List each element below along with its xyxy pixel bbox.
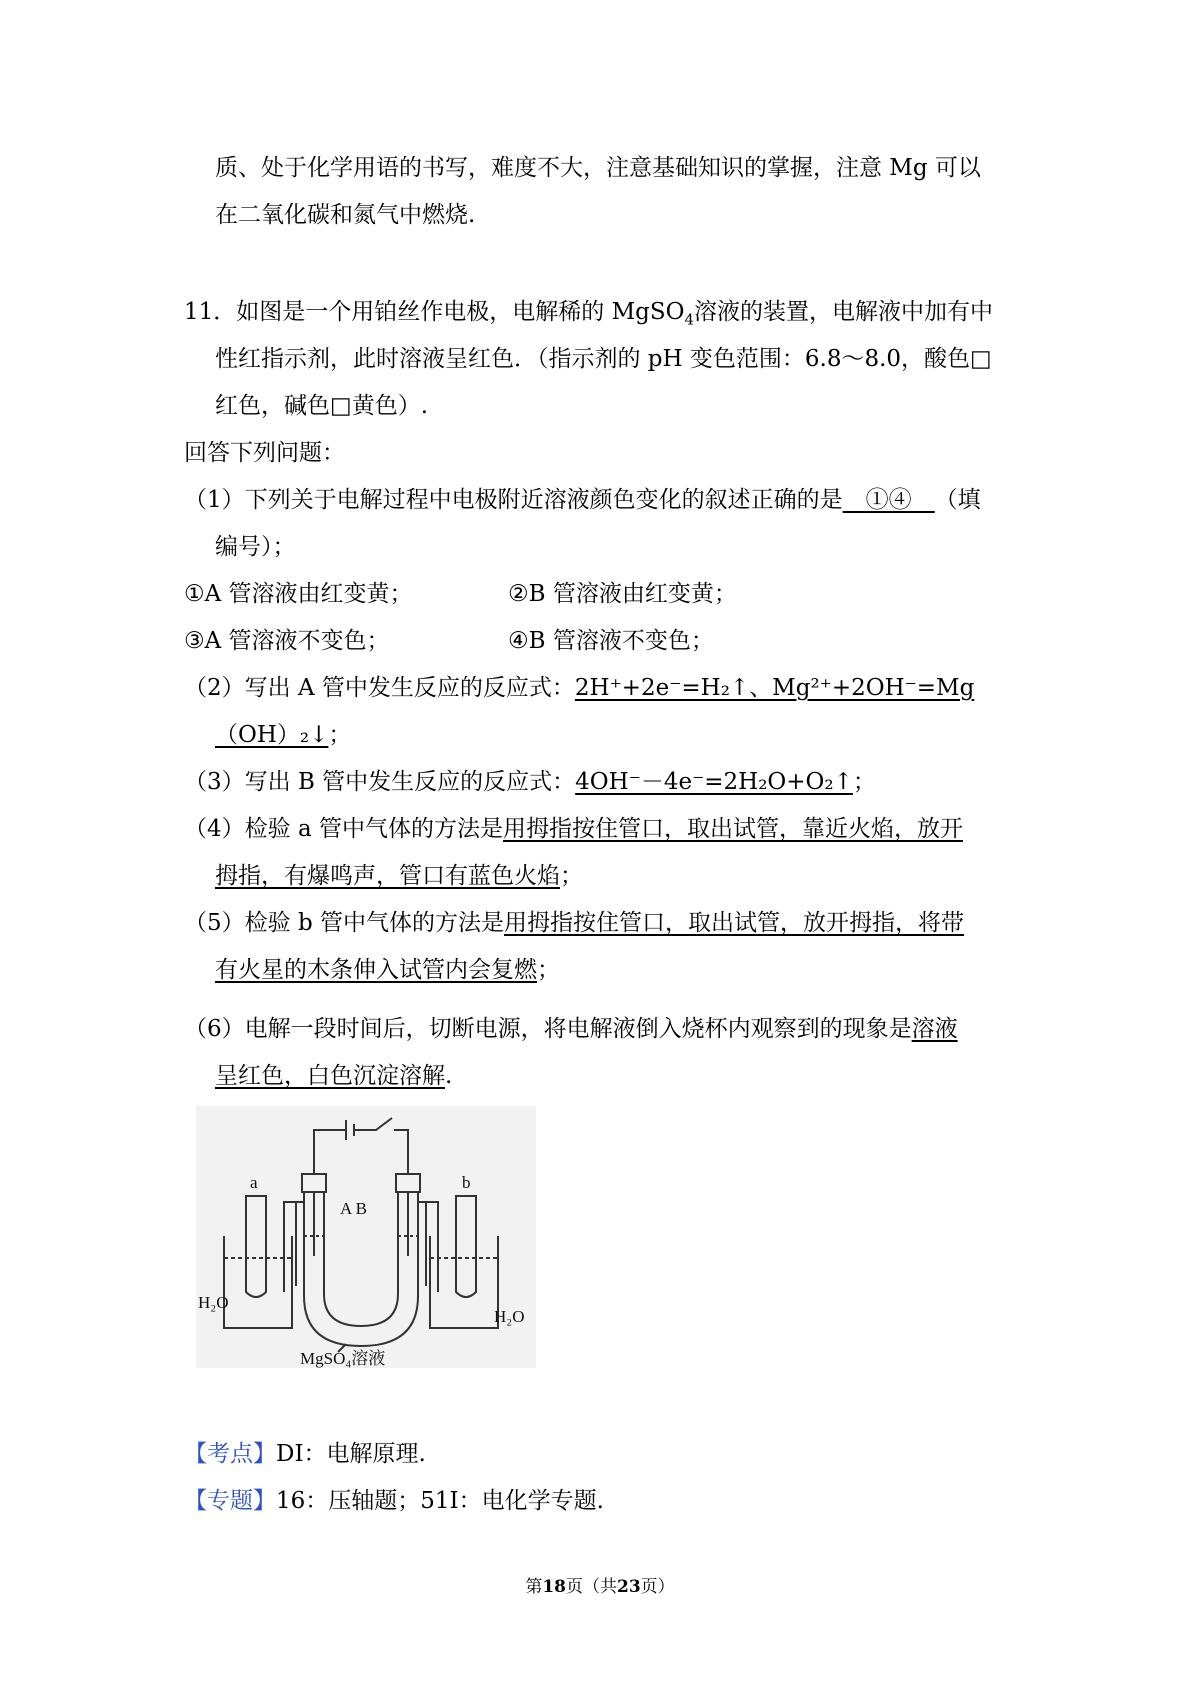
q2-end: ；	[328, 722, 352, 748]
q6-text: （6）电解一段时间后，切断电源，将电解液倒入烧杯内观察到的现象是	[184, 1016, 912, 1042]
q2-text: （2）写出 A 管中发生反应的反应式：	[184, 675, 575, 701]
question-line-1-text: 11．如图是一个用铂丝作电极，电解稀的 MgSO	[184, 299, 685, 325]
q3-answer: 4OH⁻－4e⁻=2H₂O+O₂↑	[575, 769, 853, 795]
q1-answer: __①④__	[842, 487, 935, 513]
right-delivery-tube	[418, 1202, 438, 1292]
q3-text: （3）写出 B 管中发生反应的反应式：	[184, 769, 576, 795]
option-4: ④B 管溶液不变色；	[508, 628, 714, 654]
q4-end: ；	[560, 863, 583, 889]
q1-line-1	[184, 484, 981, 516]
electrolysis-apparatus-figure	[196, 1106, 536, 1368]
stopper-a	[302, 1174, 326, 1192]
label-b: b	[462, 1173, 471, 1192]
question-line-2: 性红指示剂，此时溶液呈红色．（指示剂的 pH 变色范围：6.8～8.0，酸色□	[215, 346, 992, 372]
stopper-b	[396, 1174, 420, 1192]
zhuanti-tag: 【专题】	[184, 1488, 276, 1514]
footer-page-number: 18	[542, 1577, 566, 1597]
q4-answer-1: 用拇指按住管口，取出试管，靠近火焰，放开	[502, 816, 963, 842]
q4-text: （4）检验 a 管中气体的方法是	[184, 816, 503, 842]
q6-end: .	[445, 1063, 453, 1089]
kaodian-line	[184, 1438, 426, 1470]
q1-text: （1）下列关于电解过程中电极附近溶液颜色变化的叙述正确的是	[184, 487, 843, 513]
q6-line-2	[215, 1060, 452, 1092]
question-line-1	[184, 296, 993, 336]
wire-left	[314, 1130, 346, 1174]
kaodian-tag: 【考点】	[184, 1441, 276, 1467]
option-2: ②B 管溶液由红变黄；	[508, 581, 737, 607]
q2-answer-2: （OH）₂↓	[215, 722, 329, 748]
apparatus-diagram	[196, 1106, 536, 1368]
intro-line-2: 在二氧化碳和氮气中燃烧.	[215, 202, 476, 228]
beaker-right	[430, 1236, 498, 1328]
beaker-left	[224, 1236, 292, 1328]
label-h2o-left: H₂O	[198, 1293, 229, 1312]
q1-end: （填	[934, 487, 981, 513]
footer-post: 页）	[640, 1577, 675, 1597]
footer-total-pages: 23	[617, 1577, 641, 1597]
q5-answer-1: 用拇指按住管口，取出试管，放开拇指，将带	[503, 910, 964, 936]
q2-line-1	[184, 672, 974, 704]
q5-end: ；	[537, 957, 560, 983]
q3-end: ；	[852, 769, 876, 795]
page-footer	[0, 1572, 1200, 1597]
question-line-1-sub: 4	[684, 310, 695, 329]
q6-answer-1: 溶液	[911, 1016, 958, 1042]
answer-prompt: 回答下列问题：	[184, 440, 345, 466]
q4-answer-2: 拇指，有爆鸣声，管口有蓝色火焰	[215, 863, 560, 889]
switch	[354, 1118, 392, 1130]
q4-line-2	[215, 860, 583, 892]
left-delivery-tube	[284, 1202, 304, 1292]
q6-line-1	[184, 1013, 958, 1045]
intro-line-1: 质、处于化学用语的书写，难度不大，注意基础知识的掌握，注意 Mg 可以	[215, 155, 981, 181]
question-line-3: 红色，碱色□黄色）.	[215, 393, 429, 419]
q5-line-1	[184, 907, 964, 939]
test-tube-a	[246, 1196, 266, 1297]
q2-line-2	[215, 719, 351, 751]
label-solution: MgSO₄溶液	[300, 1349, 386, 1368]
q1-line-2: 编号）；	[215, 534, 296, 560]
footer-pre: 第	[525, 1577, 543, 1597]
q5-text: （5）检验 b 管中气体的方法是	[184, 910, 504, 936]
label-h2o-right: H₂O	[494, 1307, 525, 1326]
option-3: ③A 管溶液不变色；	[184, 628, 390, 654]
option-1: ①A 管溶液由红变黄；	[184, 581, 413, 607]
zhuanti-text: 16：压轴题；51I：电化学专题.	[276, 1488, 604, 1514]
q4-line-1	[184, 813, 963, 845]
q3-line	[184, 766, 876, 798]
label-a: a	[250, 1173, 258, 1192]
zhuanti-line	[184, 1485, 604, 1517]
q5-answer-2: 有火星的木条伸入试管内会复燃	[215, 957, 537, 983]
wire-right	[394, 1130, 408, 1174]
kaodian-text: DI：电解原理.	[276, 1441, 426, 1467]
q6-answer-2: 呈红色，白色沉淀溶解	[215, 1063, 445, 1089]
question-line-1-end: 溶液的装置，电解液中加有中	[694, 299, 994, 325]
label-ab: A B	[340, 1199, 367, 1218]
q2-answer-1: 2H⁺+2e⁻=H₂↑、Mg²⁺+2OH⁻=Mg	[574, 675, 975, 701]
footer-mid: 页（共	[566, 1577, 617, 1597]
q5-line-2	[215, 954, 560, 986]
test-tube-b	[456, 1196, 476, 1297]
